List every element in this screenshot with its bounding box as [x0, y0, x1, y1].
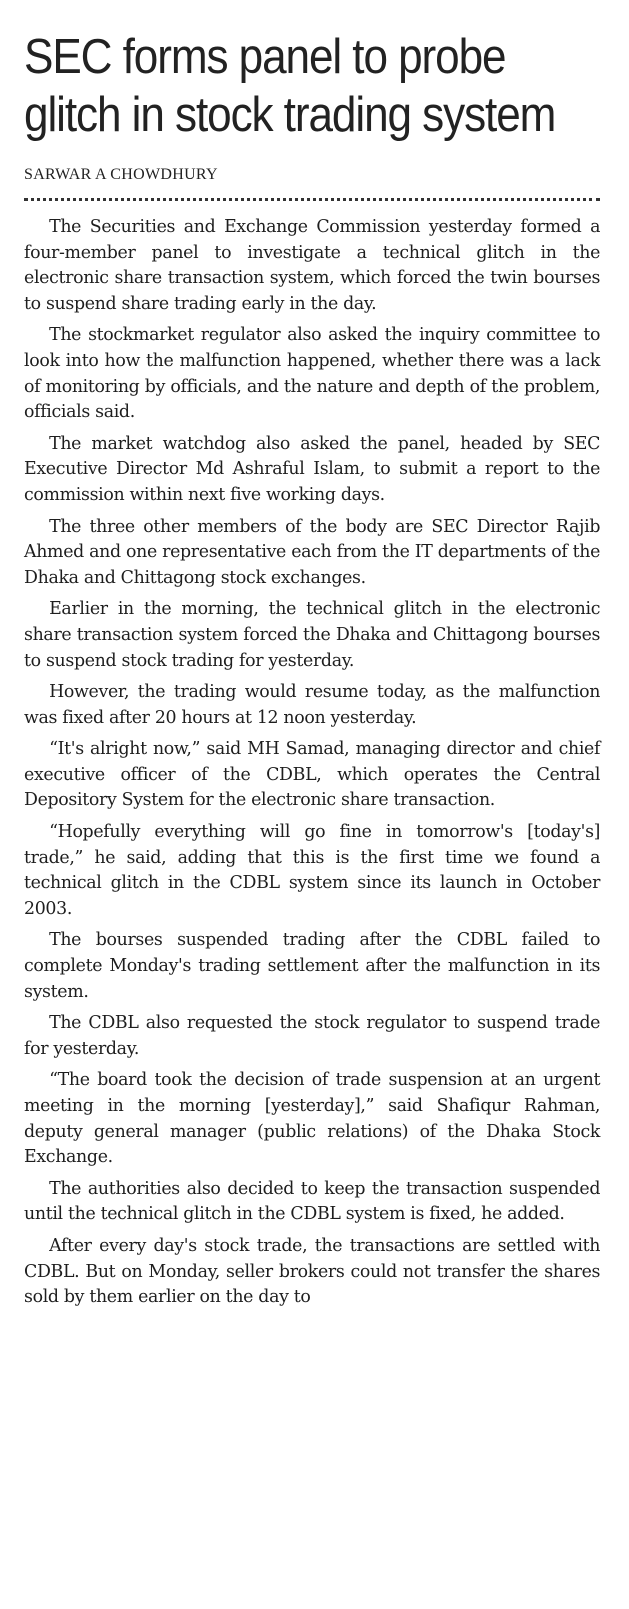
article-paragraph: “It's alright now,” said MH Samad, managing director and chief executive officer of the CDBL, which operates the Central Depository System for the electronic share transaction. — [24, 738, 601, 811]
article-paragraph: The market watchdog also asked the panel, headed by SEC Executive Director Md Ashraful Islam, to submit a report to the commission within next five working days. — [24, 432, 601, 505]
article-paragraph: After every day's stock trade, the transactions are settled with CDBL. But on Monday, seller brokers could not transfer the shares sold by them earlier on the day to — [24, 1234, 601, 1308]
article-paragraph: The three other members of the body are SEC Director Rajib Ahmed and one representative each from the IT departments of the Dhaka and Chittagong stock exchanges. — [24, 515, 601, 588]
article-paragraph: The bourses suspended trading after the CDBL failed to complete Monday's trading settlement after the malfunction in its system. — [24, 929, 601, 1002]
article-paragraph: The CDBL also requested the stock regulator to suspend trade for yesterday. — [24, 1012, 601, 1059]
article-paragraph: The stockmarket regulator also asked the inquiry committee to look into how the malfunction happened, whether there was a lack of monitoring by officials, and the nature and depth of the problem, officials said. — [24, 324, 601, 423]
headline: SEC forms panel to probe glitch in stock trading system — [24, 30, 556, 142]
article-paragraph: Earlier in the morning, the technical glitch in the electronic share transaction system forced the Dhaka and Chittagong bourses to suspend stock trading for yesterday. — [24, 598, 601, 671]
byline: SARWAR A CHOWDHURY — [24, 166, 218, 183]
article-paragraph: The Securities and Exchange Commission yesterday formed a four-member panel to investigate a technical glitch in the electronic share transaction system, which forced the twin bourses to suspend share trading early in the day. — [24, 216, 601, 314]
article-paragraph: The authorities also decided to keep the transaction suspended until the technical glitch in the CDBL system is fixed, he added. — [24, 1177, 601, 1225]
article-paragraph: “Hopefully everything will go fine in tomorrow's [today's] trade,” he said, adding that this is the first time we found a technical glitch in the CDBL system since its launch in October 2003. — [24, 821, 601, 919]
article-body — [24, 214, 600, 1310]
dotted-divider — [24, 198, 600, 204]
news-article — [24, 28, 600, 1316]
article-paragraph: “The board took the decision of trade suspension at an urgent meeting in the morning [yesterday],” said Shafiqur Rahman, deputy general manager (public relations) of the Dhaka Stock Exchange. — [24, 1069, 601, 1168]
article-paragraph: However, the trading would resume today, as the malfunction was fixed after 20 hours at 12 noon yesterday. — [24, 681, 601, 728]
